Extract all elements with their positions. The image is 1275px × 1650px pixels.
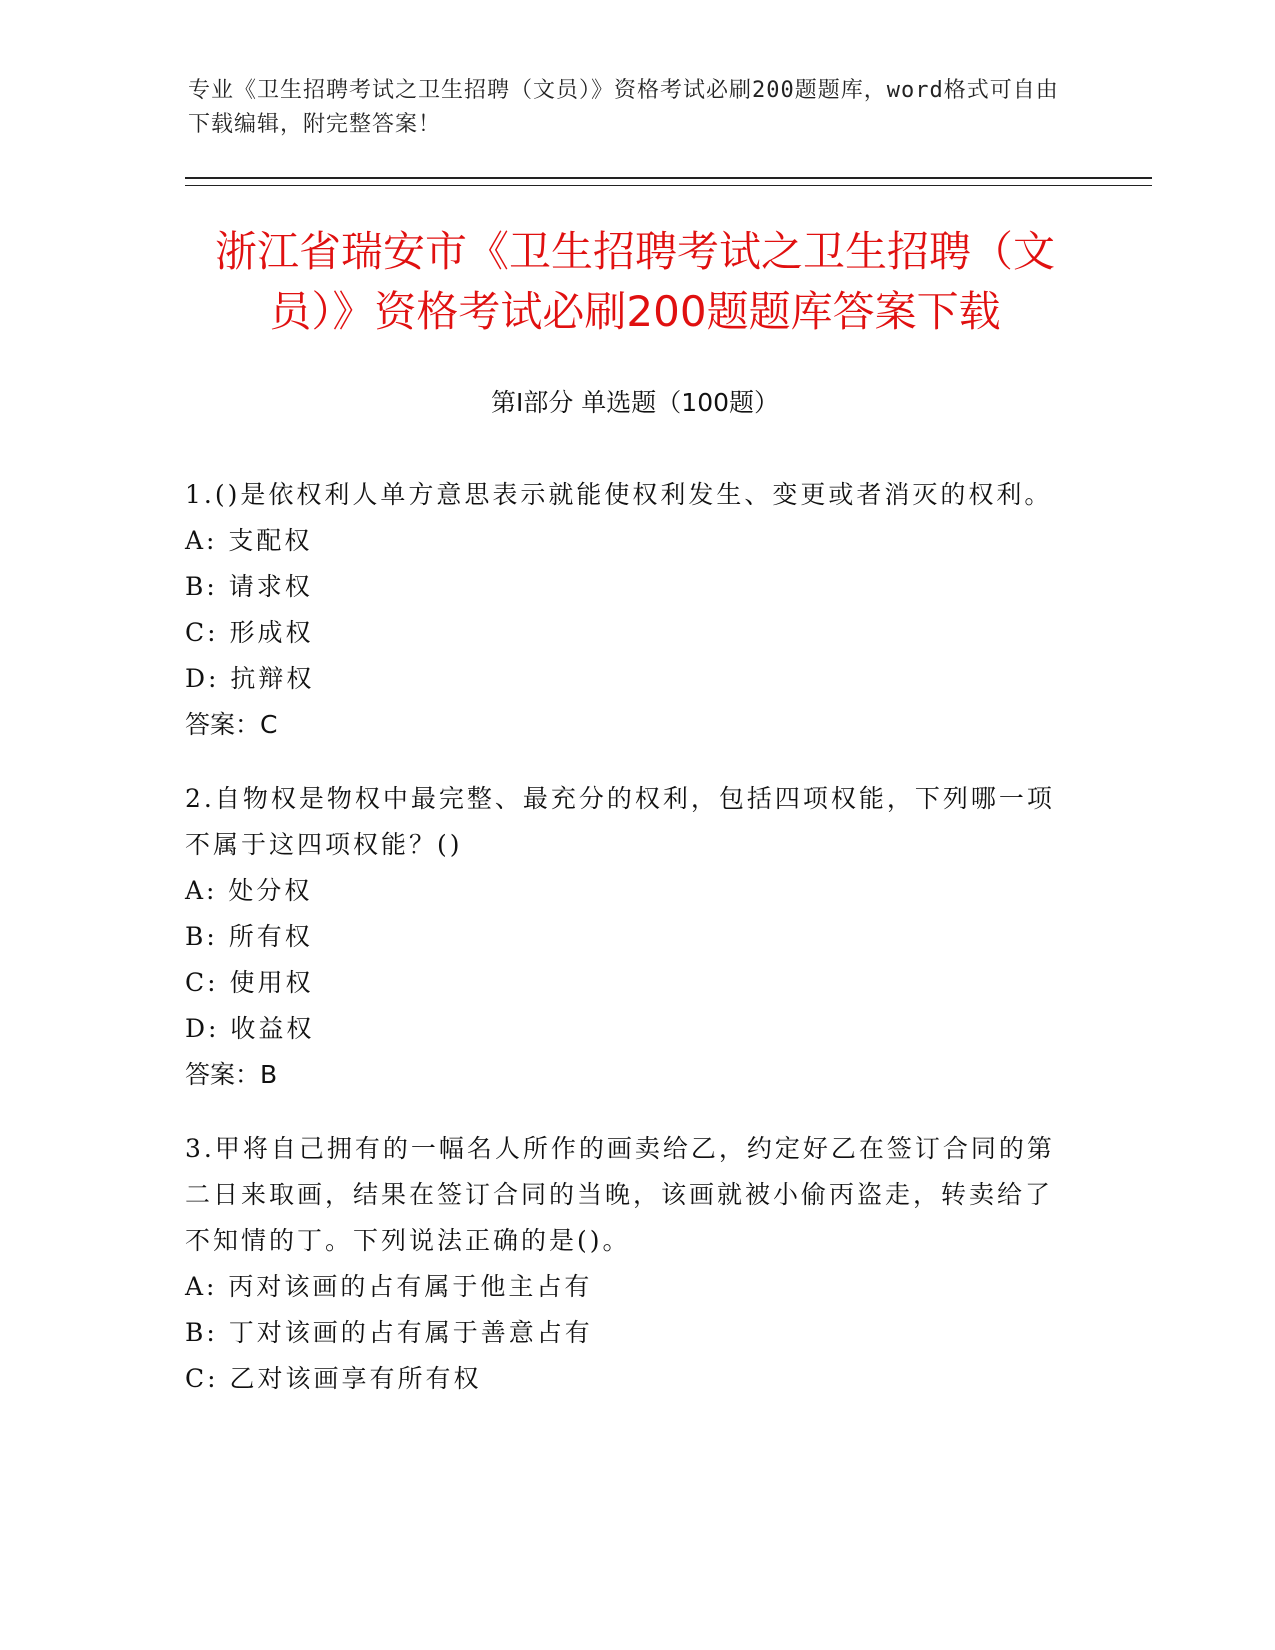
option-c: C: 乙对该画享有所有权 xyxy=(185,1364,482,1393)
option-d: D: 抗辩权 xyxy=(185,664,315,693)
option-a: A: 丙对该画的占有属于他主占有 xyxy=(185,1272,593,1301)
option-d: D: 收益权 xyxy=(185,1014,315,1043)
option-b: B: 丁对该画的占有属于善意占有 xyxy=(185,1318,593,1347)
header-divider xyxy=(185,177,1152,186)
option-a: A: 支配权 xyxy=(185,526,313,555)
document-title: 浙江省瑞安市《卫生招聘考试之卫生招聘（文员）》资格考试必刷200题题库答案下载 xyxy=(214,227,1055,336)
option-b: B: 所有权 xyxy=(185,922,313,951)
question-stem: 3.甲将自己拥有的一幅名人所作的画卖给乙，约定好乙在签订合同的第二日来取画，结果在签订合同的当晚，该画就被小偷丙盗走，转卖给了不知情的丁。下列说法正确的是()。 xyxy=(185,1134,1055,1255)
section-title: 第Ⅰ部分 单选题（100题） xyxy=(490,388,780,417)
question-list xyxy=(185,472,1065,1430)
question-stem: 1.()是依权利人单方意思表示就能使权利发生、变更或者消灭的权利。 xyxy=(185,480,1053,509)
header-note: 专业《卫生招聘考试之卫生招聘（文员）》资格考试必刷200题题库，word格式可自由下载编辑，附完整答案！ xyxy=(188,78,1059,137)
question-stem: 2.自物权是物权中最完整、最充分的权利，包括四项权能，下列哪一项不属于这四项权能？() xyxy=(185,784,1055,859)
option-b: B: 请求权 xyxy=(185,572,313,601)
question-1 xyxy=(185,472,1065,748)
question-2 xyxy=(185,776,1065,1098)
question-3 xyxy=(185,1126,1065,1402)
answer: 答案：C xyxy=(185,710,278,739)
option-c: C: 使用权 xyxy=(185,968,314,997)
answer: 答案：B xyxy=(185,1060,278,1089)
option-a: A: 处分权 xyxy=(185,876,313,905)
option-c: C: 形成权 xyxy=(185,618,314,647)
